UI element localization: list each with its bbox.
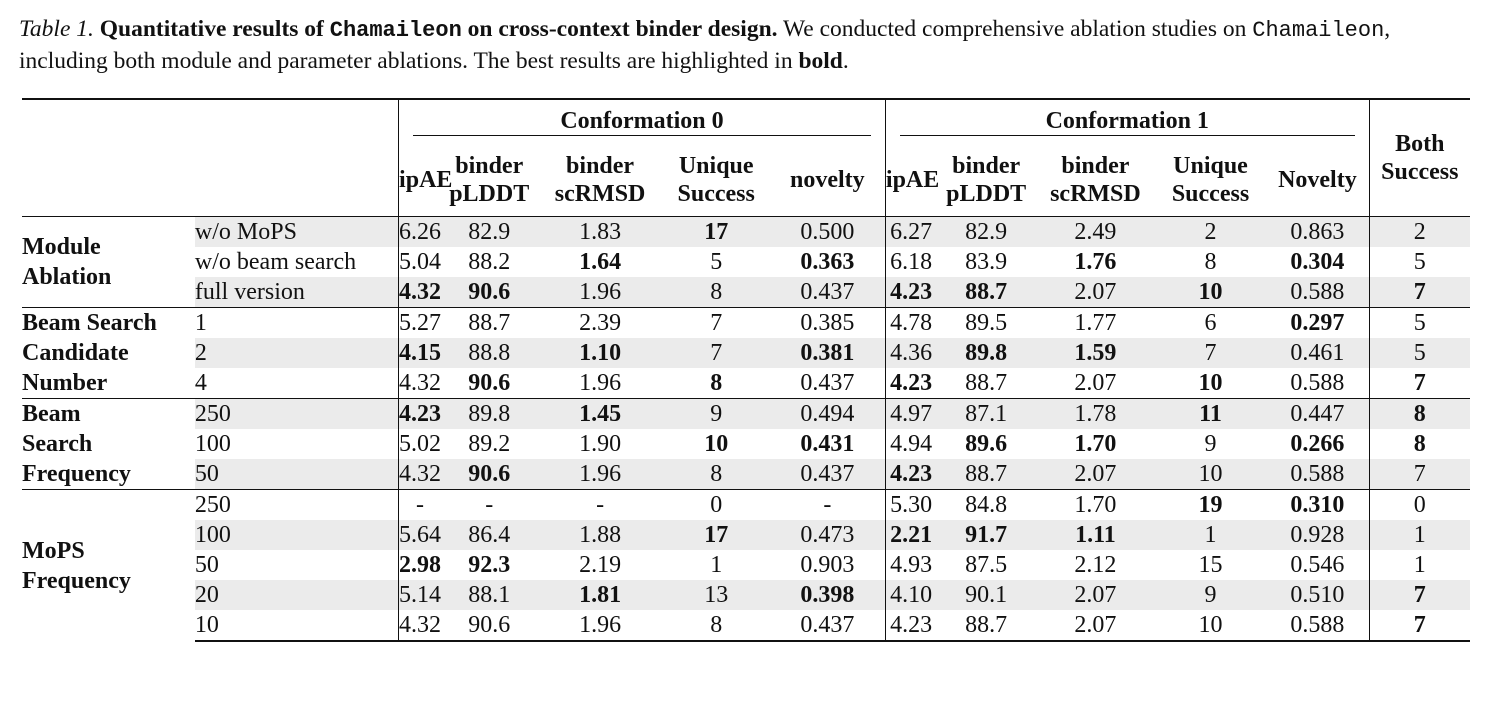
table-cell: 2.98 (399, 552, 442, 578)
table-cell: 5.02 (399, 431, 442, 457)
table-cell: 0.588 (1266, 459, 1369, 490)
table-cell: 8 (1204, 249, 1217, 275)
table-cell: 87.1 (936, 399, 1036, 430)
table-cell: 0.588 (1266, 277, 1369, 308)
table-cell: 1.96 (537, 610, 662, 641)
row-parameter: w/o MoPS (195, 217, 399, 248)
table-cell: 6.18 (885, 247, 936, 277)
table-cell: 88.7 (965, 370, 1008, 396)
column-header-line: pLDDT (449, 181, 530, 207)
table-cell: 8 (663, 610, 770, 641)
table-cell: 7 (1369, 459, 1470, 490)
table-cell: 2.07 (1036, 277, 1155, 308)
section-label (22, 490, 195, 642)
table-cell: 1.83 (537, 217, 662, 248)
table-cell: 5 (1369, 247, 1470, 277)
section-label-line: Frequency (22, 567, 131, 594)
table-cell: - (537, 490, 662, 521)
table-cell: 5 (710, 249, 723, 275)
header-group-row (22, 99, 1470, 144)
table-cell: 2 (1155, 217, 1266, 248)
caption-title-code: Chamaileon (329, 18, 462, 43)
table-cell: 82.9 (936, 217, 1036, 248)
group-header-conformation-1 (885, 99, 1369, 144)
table-cell: 8 (663, 277, 770, 308)
column-header-line: Success (1171, 181, 1250, 207)
table-cell: 1.76 (1074, 249, 1117, 275)
table-cell: 5.14 (399, 582, 442, 608)
table-cell: 4.78 (885, 308, 936, 339)
table-cell: 1.81 (537, 580, 662, 610)
table-cell: 0.437 (770, 459, 886, 490)
table-cell: 90.6 (441, 610, 538, 641)
table-cell: 88.1 (441, 580, 538, 610)
column-header-1-3 (1155, 144, 1266, 217)
table-cell: 13 (663, 580, 770, 610)
table-cell: 88.2 (468, 249, 511, 275)
column-header-0-1 (441, 144, 538, 217)
section-label (22, 399, 195, 490)
table-cell: 0.588 (1266, 610, 1369, 641)
table-cell: 0 (1369, 490, 1470, 521)
table-cell: 2.07 (1036, 580, 1155, 610)
table-cell: 9 (663, 399, 770, 430)
table-cell: 0.461 (1266, 338, 1369, 368)
table-cell: - (399, 490, 441, 521)
table-row (22, 217, 1470, 248)
header-both-line-2: Success (1381, 159, 1459, 185)
table-cell: 10 (1155, 277, 1266, 308)
section-label-line: Search (22, 431, 93, 457)
table-cell: 1.64 (579, 249, 622, 275)
section-label-line: MoPS (22, 537, 85, 564)
table-cell: 7 (1369, 368, 1470, 399)
table-cell: 89.8 (441, 399, 538, 430)
column-header-1-1 (936, 144, 1036, 217)
section-label-line: Beam Search (22, 310, 157, 336)
table-row (22, 610, 1470, 641)
row-parameter: 250 (195, 399, 399, 430)
table-cell: 1.77 (1036, 308, 1155, 339)
table-cell: 92.3 (468, 552, 511, 578)
table-cell: 4.94 (885, 429, 936, 459)
section-label (22, 308, 195, 399)
table-cell: 0.473 (770, 520, 886, 550)
column-header-line: binder (455, 153, 524, 179)
table-cell: 4.32 (399, 277, 441, 308)
table-cell: 2.39 (537, 308, 662, 339)
column-header-line: Unique (1173, 153, 1248, 179)
table-cell: 9 (1204, 431, 1217, 457)
column-header-0-0 (399, 144, 453, 217)
table-cell: 0.385 (770, 308, 886, 339)
table-cell: 88.7 (441, 308, 538, 339)
row-parameter: 250 (195, 490, 399, 521)
table-cell: 88.7 (936, 610, 1036, 641)
table-cell: 0.266 (1290, 431, 1345, 457)
table-cell: 0.310 (1266, 490, 1369, 521)
table-cell: 87.5 (965, 552, 1008, 578)
caption-desc-bold: bold (798, 48, 843, 74)
table-cell: 83.9 (965, 249, 1008, 275)
table-cell: 5.04 (399, 249, 442, 275)
table-cell: 82.9 (441, 217, 538, 248)
table-cell: 4.23 (885, 459, 936, 490)
column-header-line: Success (677, 181, 755, 207)
table-cell: 0.398 (770, 580, 886, 610)
table-cell: 8 (663, 459, 770, 490)
table-cell: - (770, 490, 886, 521)
column-header-0-2 (537, 144, 662, 217)
row-parameter: 1 (195, 308, 399, 339)
table-caption (19, 14, 1479, 76)
table-cell: 0.500 (770, 217, 886, 248)
table-cell: 90.6 (468, 370, 511, 396)
results-table-wrap (22, 98, 1470, 642)
table-cell: 88.7 (936, 277, 1036, 308)
table-cell: 1.70 (1036, 490, 1155, 521)
table-cell: 7 (1369, 610, 1470, 641)
table-cell: 10 (1155, 610, 1266, 641)
table-cell: 7 (1155, 338, 1266, 368)
table-cell: 0.928 (1266, 520, 1369, 550)
table-cell: 4.97 (885, 399, 936, 430)
caption-title (100, 16, 778, 42)
section-label-line: Ablation (22, 264, 112, 290)
column-header-line: Unique (678, 153, 754, 179)
table-cell: 0.903 (800, 552, 855, 578)
table-cell: 88.7 (936, 459, 1036, 490)
group-label-1: Conformation 1 (1045, 108, 1209, 134)
table-cell: 4.10 (885, 580, 936, 610)
table-cell: 89.5 (936, 308, 1036, 339)
table-cell: 10 (1155, 459, 1266, 490)
table-cell: 84.8 (936, 490, 1036, 521)
table-cell: 0 (663, 490, 770, 521)
table-cell: 2.19 (579, 552, 622, 578)
section-label-line: Beam (22, 401, 81, 427)
row-parameter: 20 (195, 580, 399, 610)
table-cell: 10 (1198, 370, 1223, 396)
table-cell: 4.23 (885, 277, 936, 308)
table-cell: 15 (1198, 552, 1223, 578)
caption-title-text: Quantitative results of (99, 16, 330, 42)
table-cell: 5.30 (885, 490, 936, 521)
column-header-line: scRMSD (1050, 181, 1141, 207)
section-label (22, 217, 195, 308)
table-cell: - (441, 490, 538, 521)
table-cell: 6.26 (399, 217, 441, 248)
table-cell: 5 (1369, 338, 1470, 368)
table-cell: 0.546 (1290, 552, 1345, 578)
group-header-conformation-0 (399, 99, 886, 144)
column-header-0-4 (770, 144, 886, 217)
table-cell: 4.36 (885, 338, 936, 368)
table-row (22, 580, 1470, 610)
column-header-line: binder (1061, 153, 1130, 179)
table-cell: 7 (1369, 580, 1470, 610)
caption-title-text-2: on cross-context binder design. (461, 16, 778, 42)
table-cell: 9 (1155, 580, 1266, 610)
table-cell: 1 (710, 552, 723, 578)
table-cell: 90.6 (441, 459, 538, 490)
group-underline-1 (900, 135, 1355, 137)
table-cell: 5 (1369, 308, 1470, 339)
table-cell: 5.27 (399, 308, 441, 339)
column-header-line: pLDDT (946, 181, 1027, 207)
caption-desc-2: , including both module and parameter ablations. The best results are highlighted in (19, 16, 1391, 74)
table-cell: 1.96 (537, 459, 662, 490)
table-cell: 1.45 (537, 399, 662, 430)
table-row (22, 520, 1470, 550)
table-cell: 7 (663, 338, 770, 368)
table-cell: 10 (704, 431, 729, 457)
table-cell: 90.1 (936, 580, 1036, 610)
table-cell: 1.59 (1036, 338, 1155, 368)
caption-desc-1: We conducted comprehensive ablation studies on (777, 16, 1253, 42)
row-parameter: full version (195, 277, 399, 308)
header-both-line-1: Both (1395, 131, 1445, 157)
table-cell: 5.64 (399, 522, 442, 548)
table-cell: 88.8 (441, 338, 538, 368)
section-label-line: Frequency (22, 461, 131, 487)
column-header-line: scRMSD (554, 181, 646, 207)
column-header-line: binder (566, 153, 635, 179)
table-cell: 1 (1155, 520, 1266, 550)
table-row (22, 338, 1470, 368)
table-cell: 8 (710, 370, 723, 396)
row-parameter: 100 (194, 431, 231, 457)
table-cell: 6 (1155, 308, 1266, 339)
group-underline-0 (413, 135, 871, 137)
table-cell: 1.10 (537, 338, 662, 368)
table-row (22, 490, 1470, 521)
table-cell: 90.6 (441, 277, 538, 308)
row-parameter: 2 (195, 338, 399, 368)
table-cell: 0.588 (1290, 370, 1345, 396)
table-cell: 4.23 (399, 399, 441, 430)
column-header-line: Novelty (1278, 167, 1357, 193)
section-label-line: Number (22, 370, 108, 396)
table-row (22, 399, 1470, 430)
table-cell: 0.381 (770, 338, 886, 368)
table-cell: 6.27 (885, 217, 936, 248)
table-cell: 4.23 (885, 610, 936, 641)
table-cell: 1.78 (1036, 399, 1155, 430)
caption-desc-code: Chamaileon (1252, 18, 1385, 43)
table-cell: 4.32 (399, 610, 441, 641)
column-header-1-2 (1036, 144, 1155, 217)
row-parameter: 4 (194, 370, 207, 396)
table-cell: 89.2 (468, 431, 511, 457)
table-cell: 4.32 (399, 459, 441, 490)
table-cell: 2.07 (1074, 370, 1117, 396)
table-cell: 2.49 (1036, 217, 1155, 248)
table-row (22, 277, 1470, 308)
table-cell: 0.510 (1266, 580, 1369, 610)
column-header-line: ipAE (399, 167, 453, 193)
table-cell: 86.4 (441, 520, 538, 550)
table-cell: 0.363 (800, 249, 855, 275)
table-cell: 1 (1369, 520, 1470, 550)
column-header-1-4 (1266, 144, 1369, 217)
column-header-line: binder (952, 153, 1021, 179)
header-column-row (22, 144, 1470, 217)
header-both-success (1369, 99, 1470, 217)
table-cell: 2.21 (885, 520, 936, 550)
table-row (22, 368, 1470, 399)
column-header-1-0 (885, 144, 940, 217)
table-cell: 7 (663, 308, 770, 339)
table-cell: 89.8 (936, 338, 1036, 368)
row-parameter: 50 (194, 552, 219, 578)
table-cell: 1.96 (579, 370, 622, 396)
table-cell: 2.07 (1036, 610, 1155, 641)
table-cell: 1 (1369, 550, 1470, 580)
table-body (22, 217, 1470, 642)
table-cell: 0.297 (1266, 308, 1369, 339)
table-row (22, 308, 1470, 339)
column-header-0-3 (663, 144, 770, 217)
table-cell: 0.437 (770, 610, 886, 641)
table-cell: 4.15 (399, 340, 442, 366)
table-cell: 19 (1155, 490, 1266, 521)
table-cell: 2.07 (1036, 459, 1155, 490)
table-cell: 0.863 (1266, 217, 1369, 248)
table-row (22, 247, 1470, 277)
table-cell: 91.7 (936, 520, 1036, 550)
table-cell: 1.96 (537, 277, 662, 308)
table-cell: 7 (1369, 277, 1470, 308)
table-cell: 1.88 (537, 520, 662, 550)
group-label-0: Conformation 0 (560, 108, 724, 134)
row-parameter: 50 (195, 459, 399, 490)
table-cell: 0.437 (770, 277, 886, 308)
table-cell: 2.12 (1074, 552, 1117, 578)
table-cell: 4.32 (399, 368, 441, 399)
caption-label: Table 1. (19, 16, 94, 42)
table-cell: 89.6 (965, 431, 1008, 457)
section-label-line: Candidate (22, 340, 129, 366)
section-label-line: Module (22, 234, 101, 260)
table-cell: 0.437 (800, 370, 855, 396)
table-cell: 0.431 (800, 431, 855, 457)
table-cell: 17 (663, 217, 770, 248)
table-cell: 2 (1369, 217, 1470, 248)
table-cell: 17 (663, 520, 770, 550)
table-cell: 1.11 (1036, 520, 1155, 550)
table-row (22, 550, 1470, 580)
table-cell: 1.90 (579, 431, 622, 457)
table-cell: 4.23 (885, 368, 936, 399)
table-cell: 0.304 (1290, 249, 1345, 275)
caption-desc-end: . (842, 48, 849, 74)
row-parameter: 100 (195, 520, 399, 550)
row-parameter: 10 (195, 610, 399, 641)
table-cell: 4.93 (885, 550, 936, 580)
table-cell: 8 (1369, 399, 1470, 430)
table-row (22, 459, 1470, 490)
table-cell: 8 (1369, 429, 1470, 459)
results-table (22, 98, 1470, 642)
row-parameter: w/o beam search (194, 249, 357, 275)
table-row (22, 429, 1470, 459)
table-cell: 1.70 (1074, 431, 1117, 457)
table-cell: 11 (1155, 399, 1266, 430)
column-header-line: novelty (790, 167, 865, 193)
table-cell: 0.447 (1266, 399, 1369, 430)
table-cell: 0.494 (770, 399, 886, 430)
column-header-line: ipAE (885, 167, 940, 193)
